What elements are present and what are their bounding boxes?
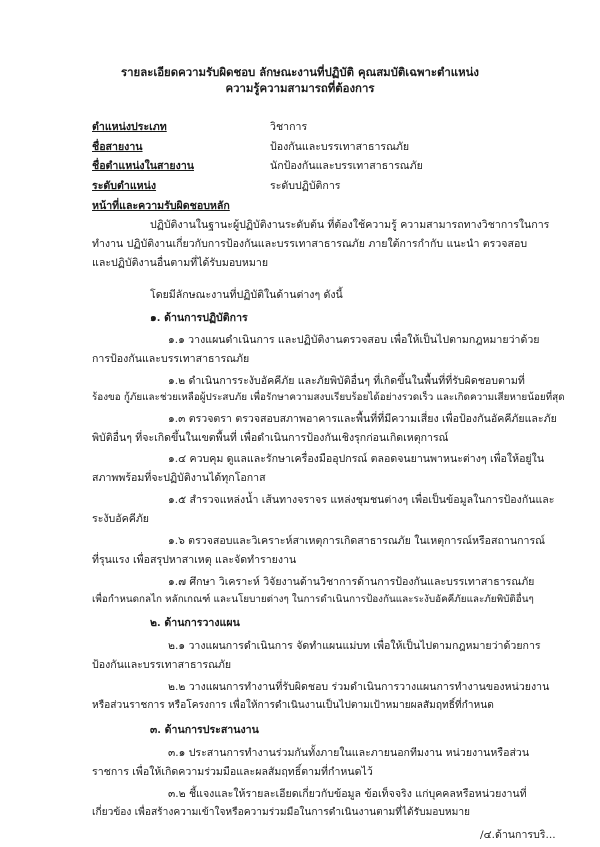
field-label: ระดับตำแหน่ง — [92, 180, 157, 192]
section-1-title: ๑. ด้านการปฏิบัติการ — [150, 312, 248, 324]
document-title-line-1: รายละเอียดความรับผิดชอบ ลักษณะงานที่ปฏิบัติ คุณสมบัติเฉพาะตำแหน่ง — [121, 65, 479, 79]
intro-line: และปฏิบัติงานอื่นตามที่ได้รับมอบหมาย — [92, 257, 269, 269]
field-label: ชื่อตำแหน่งในสายงาน — [92, 160, 195, 172]
document-title-line-2: ความรู้ความสามารถที่ต้องการ — [225, 81, 375, 95]
section-2-line: ๒.๒ วางแผนการทำงานที่รับผิดชอบ ร่วมดำเนินการวางแผนการทำงานของหน่วยงาน — [168, 681, 550, 693]
section-1-line: ๑.๔ ควบคุม ดูแลและรักษาเครื่องมืออุปกรณ์ ตลอดจนยานพาหนะต่างๆ เพื่อให้อยู่ใน — [168, 453, 545, 465]
section-1-line: สภาพพร้อมที่จะปฏิบัติงานได้ทุกโอกาส — [92, 472, 266, 484]
field-value: ระดับปฏิบัติการ — [270, 180, 341, 192]
section-1-line: ร้องขอ กู้ภัยและช่วยเหลือผู้ประสบภัย เพื่อรักษาความสงบเรียบร้อยได้อย่างรวดเร็ว และเกิดความเสียหายน้อยที่สุด — [92, 392, 565, 403]
field-value: ป้องกันและบรรเทาสาธารณภัย — [270, 141, 410, 153]
section-1-line: เพื่อกำหนดกลไก หลักเกณฑ์ และนโยบายต่างๆ ในการดำเนินการป้องกันและระงับอัคคีภัยและภัยพิบัติอื่นๆ — [92, 594, 534, 605]
section-3-line: ราชการ เพื่อให้เกิดความร่วมมือและผลสัมฤทธิ์ตามที่กำหนดไว้ — [92, 766, 373, 778]
section-1-line: ๑.๕ สำรวจแหล่งน้ำ เส้นทางจราจร แหล่งชุมชนต่างๆ เพื่อเป็นข้อมูลในการป้องกันและ — [168, 494, 555, 506]
field-line-of-work — [92, 138, 572, 154]
section-2-line: ๒.๑ วางแผนการดำเนินการ จัดทำแผนแม่บท เพื่อให้เป็นไปตามกฎหมายว่าด้วยการ — [168, 640, 541, 652]
intro-line-2: โดยมีลักษณะงานที่ปฏิบัติในด้านต่างๆ ดังนี้ — [150, 289, 343, 301]
section-1-line: ๑.๗ ศึกษา วิเคราะห์ วิจัยงานด้านวิชาการด้านการป้องกันและบรรเทาสาธารณภัย — [168, 576, 535, 588]
section-2-line: หรือส่วนราชการ หรือโครงการ เพื่อให้การดำเนินงานเป็นไปตามเป้าหมายผลสัมฤทธิ์ที่กำหนด — [92, 700, 494, 711]
section-3-line: ๓.๑ ประสานการทำงานร่วมกันทั้งภายในและภายนอกทีมงาน หน่วยงานหรือส่วน — [168, 747, 530, 759]
field-position-level — [92, 177, 572, 193]
section-1-line: พิบัติอื่นๆ ที่จะเกิดขึ้นในเขตพื้นที่ เพื่อดำเนินการป้องกันเชิงรุกก่อนเกิดเหตุการณ์ — [92, 432, 449, 444]
field-position-type — [92, 118, 572, 134]
section-3-line: เกี่ยวข้อง เพื่อสร้างความเข้าใจหรือความร่วมมือในการดำเนินงานตามที่ได้รับมอบหมาย — [92, 807, 471, 818]
section-1-line: ที่รุนแรง เพื่อสรุปหาสาเหตุ และจัดทำรายงาน — [92, 554, 297, 566]
main-responsibilities-heading: หน้าที่และความรับผิดชอบหลัก — [92, 200, 230, 212]
section-3-line: ๓.๒ ชี้แจงและให้รายละเอียดเกี่ยวกับข้อมูล ข้อเท็จจริง แก่บุคคลหรือหน่วยงานที่ — [168, 788, 527, 800]
section-2-title: ๒. ด้านการวางแผน — [150, 617, 240, 629]
field-value: นักป้องกันและบรรเทาสาธารณภัย — [270, 160, 423, 172]
section-1-line: ๑.๑ วางแผนดำเนินการ และปฏิบัติงานตรวจสอบ เพื่อให้เป็นไปตามกฎหมายว่าด้วย — [168, 334, 540, 346]
field-position-name — [92, 157, 572, 173]
section-1-line: ๑.๖ ตรวจสอบและวิเคราะห์สาเหตุการเกิดสาธารณภัย ในเหตุการณ์หรือสถานการณ์ — [168, 535, 545, 547]
section-1-line: ๑.๒ ดำเนินการระงับอัคคีภัย และภัยพิบัติอื่นๆ ที่เกิดขึ้นในพื้นที่ที่รับผิดชอบตามที่ — [168, 375, 525, 387]
section-2-line: ป้องกันและบรรเทาสาธารณภัย — [92, 659, 232, 671]
section-1-line: ๑.๓ ตรวจตรา ตรวจสอบสภาพอาคารและพื้นที่ที่มีความเสี่ยง เพื่อป้องกันอัคคีภัยและภัย — [168, 413, 557, 425]
field-label: ตำแหน่งประเภท — [92, 121, 167, 133]
intro-line: ปฏิบัติงานในฐานะผู้ปฏิบัติงานระดับต้น ที่ต้องใช้ความรู้ ความสามารถทางวิชาการในการ — [150, 219, 550, 231]
field-value: วิชาการ — [270, 121, 308, 133]
continuation-note: /๔.ด้านการบริ... — [480, 829, 556, 841]
field-label: ชื่อสายงาน — [92, 141, 143, 153]
section-1-line: ระงับอัคคีภัย — [92, 513, 150, 525]
section-3-title: ๓. ด้านการประสานงาน — [150, 724, 259, 736]
intro-line: ทำงาน ปฏิบัติงานเกี่ยวกับการป้องกันและบรรเทาสาธารณภัย ภายใต้การกำกับ แนะนำ ตรวจสอบ — [92, 238, 528, 250]
section-1-line: การป้องกันและบรรเทาสาธารณภัย — [92, 353, 250, 365]
